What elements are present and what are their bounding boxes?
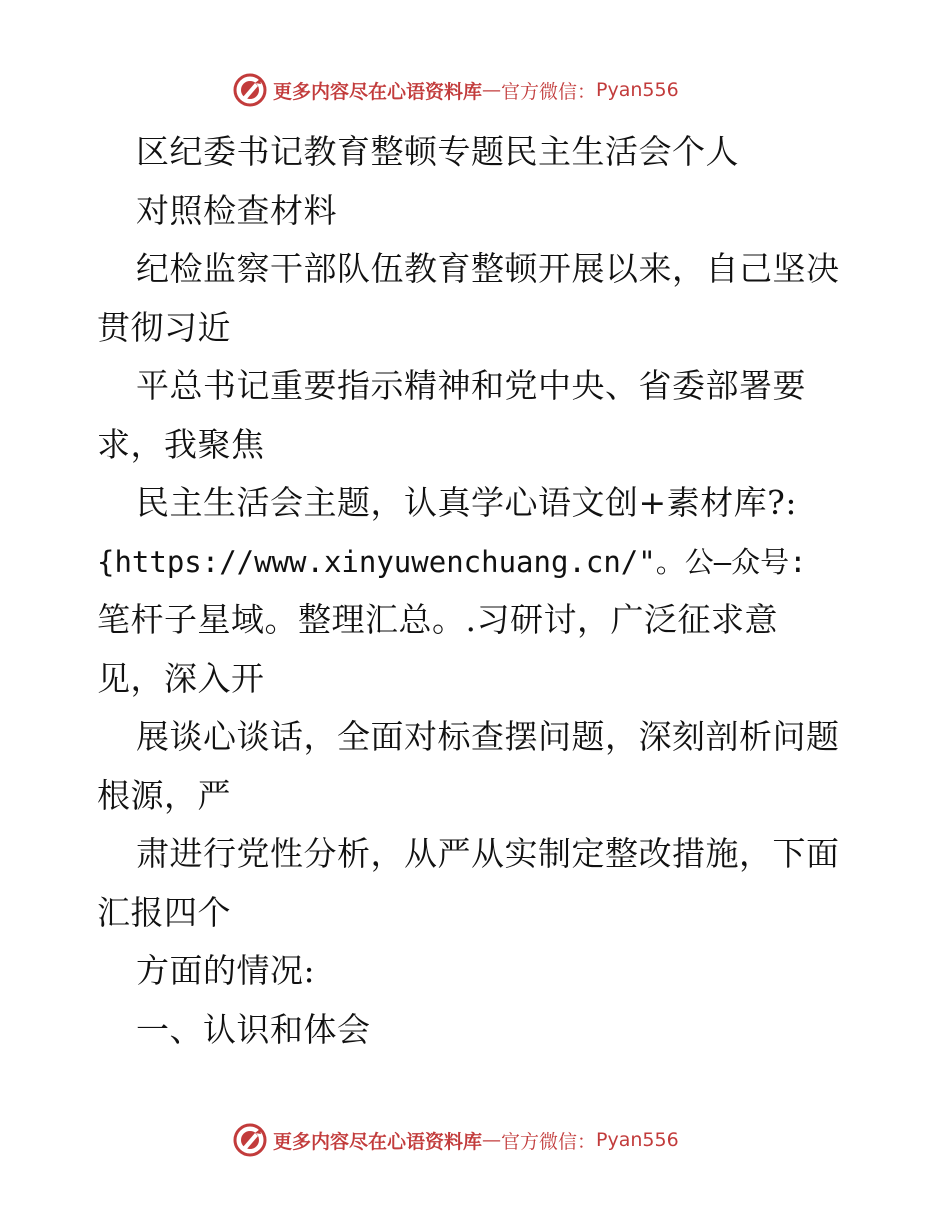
doc-line-15: 方面的情况: [136,951,316,990]
banner-wechat-id: Pyan556 [596,1129,679,1151]
header-watermark-banner [233,70,753,110]
doc-line-5: 平总书记重要指示精神和党中央、省委部署要 [136,366,806,405]
document-body [97,123,867,1059]
pen-logo-icon [233,73,267,107]
doc-line-8: {https://www.xinyuwenchuang.cn/"。公—众号: [97,544,807,579]
doc-line-3: 纪检监察干部队伍教育整顿开展以来，自己坚决 [136,249,840,288]
banner-wechat-label: 官方微信： [501,1130,597,1153]
doc-line-7: 民主生活会主题，认真学心语文创+素材库?: [136,483,797,522]
doc-line-9: 笔杆子星域。整理汇总。.习研讨，广泛征求意 [97,600,778,639]
doc-line-10: 见，深入开 [97,658,265,698]
doc-title-line-2: 对照检查材料 [136,190,337,230]
doc-line-11: 展谈心谈话，全面对标查摆问题，深刻剖析问题 [136,717,840,756]
footer-watermark-banner [233,1120,753,1160]
section-heading-1: 一、认识和体会 [136,1009,371,1049]
doc-line-12: 根源，严 [97,775,231,815]
doc-line-4: 贯彻习近 [97,307,231,347]
banner-wechat-label: 官方微信： [501,80,597,103]
banner-wechat-id: Pyan556 [596,79,679,101]
banner-dash: — [482,79,502,101]
banner-dash: — [482,1129,502,1151]
pen-logo-icon [233,1123,267,1157]
doc-title-line-1: 区纪委书记教育整顿专题民主生活会个人 [136,132,739,171]
banner-site-text: 更多内容尽在心语资料库 [273,1130,483,1153]
banner-site-text: 更多内容尽在心语资料库 [273,80,483,103]
doc-line-14: 汇报四个 [97,892,231,932]
doc-line-13: 肃进行党性分析，从严从实制定整改措施，下面 [136,834,840,873]
doc-line-6: 求，我聚焦 [97,424,265,464]
